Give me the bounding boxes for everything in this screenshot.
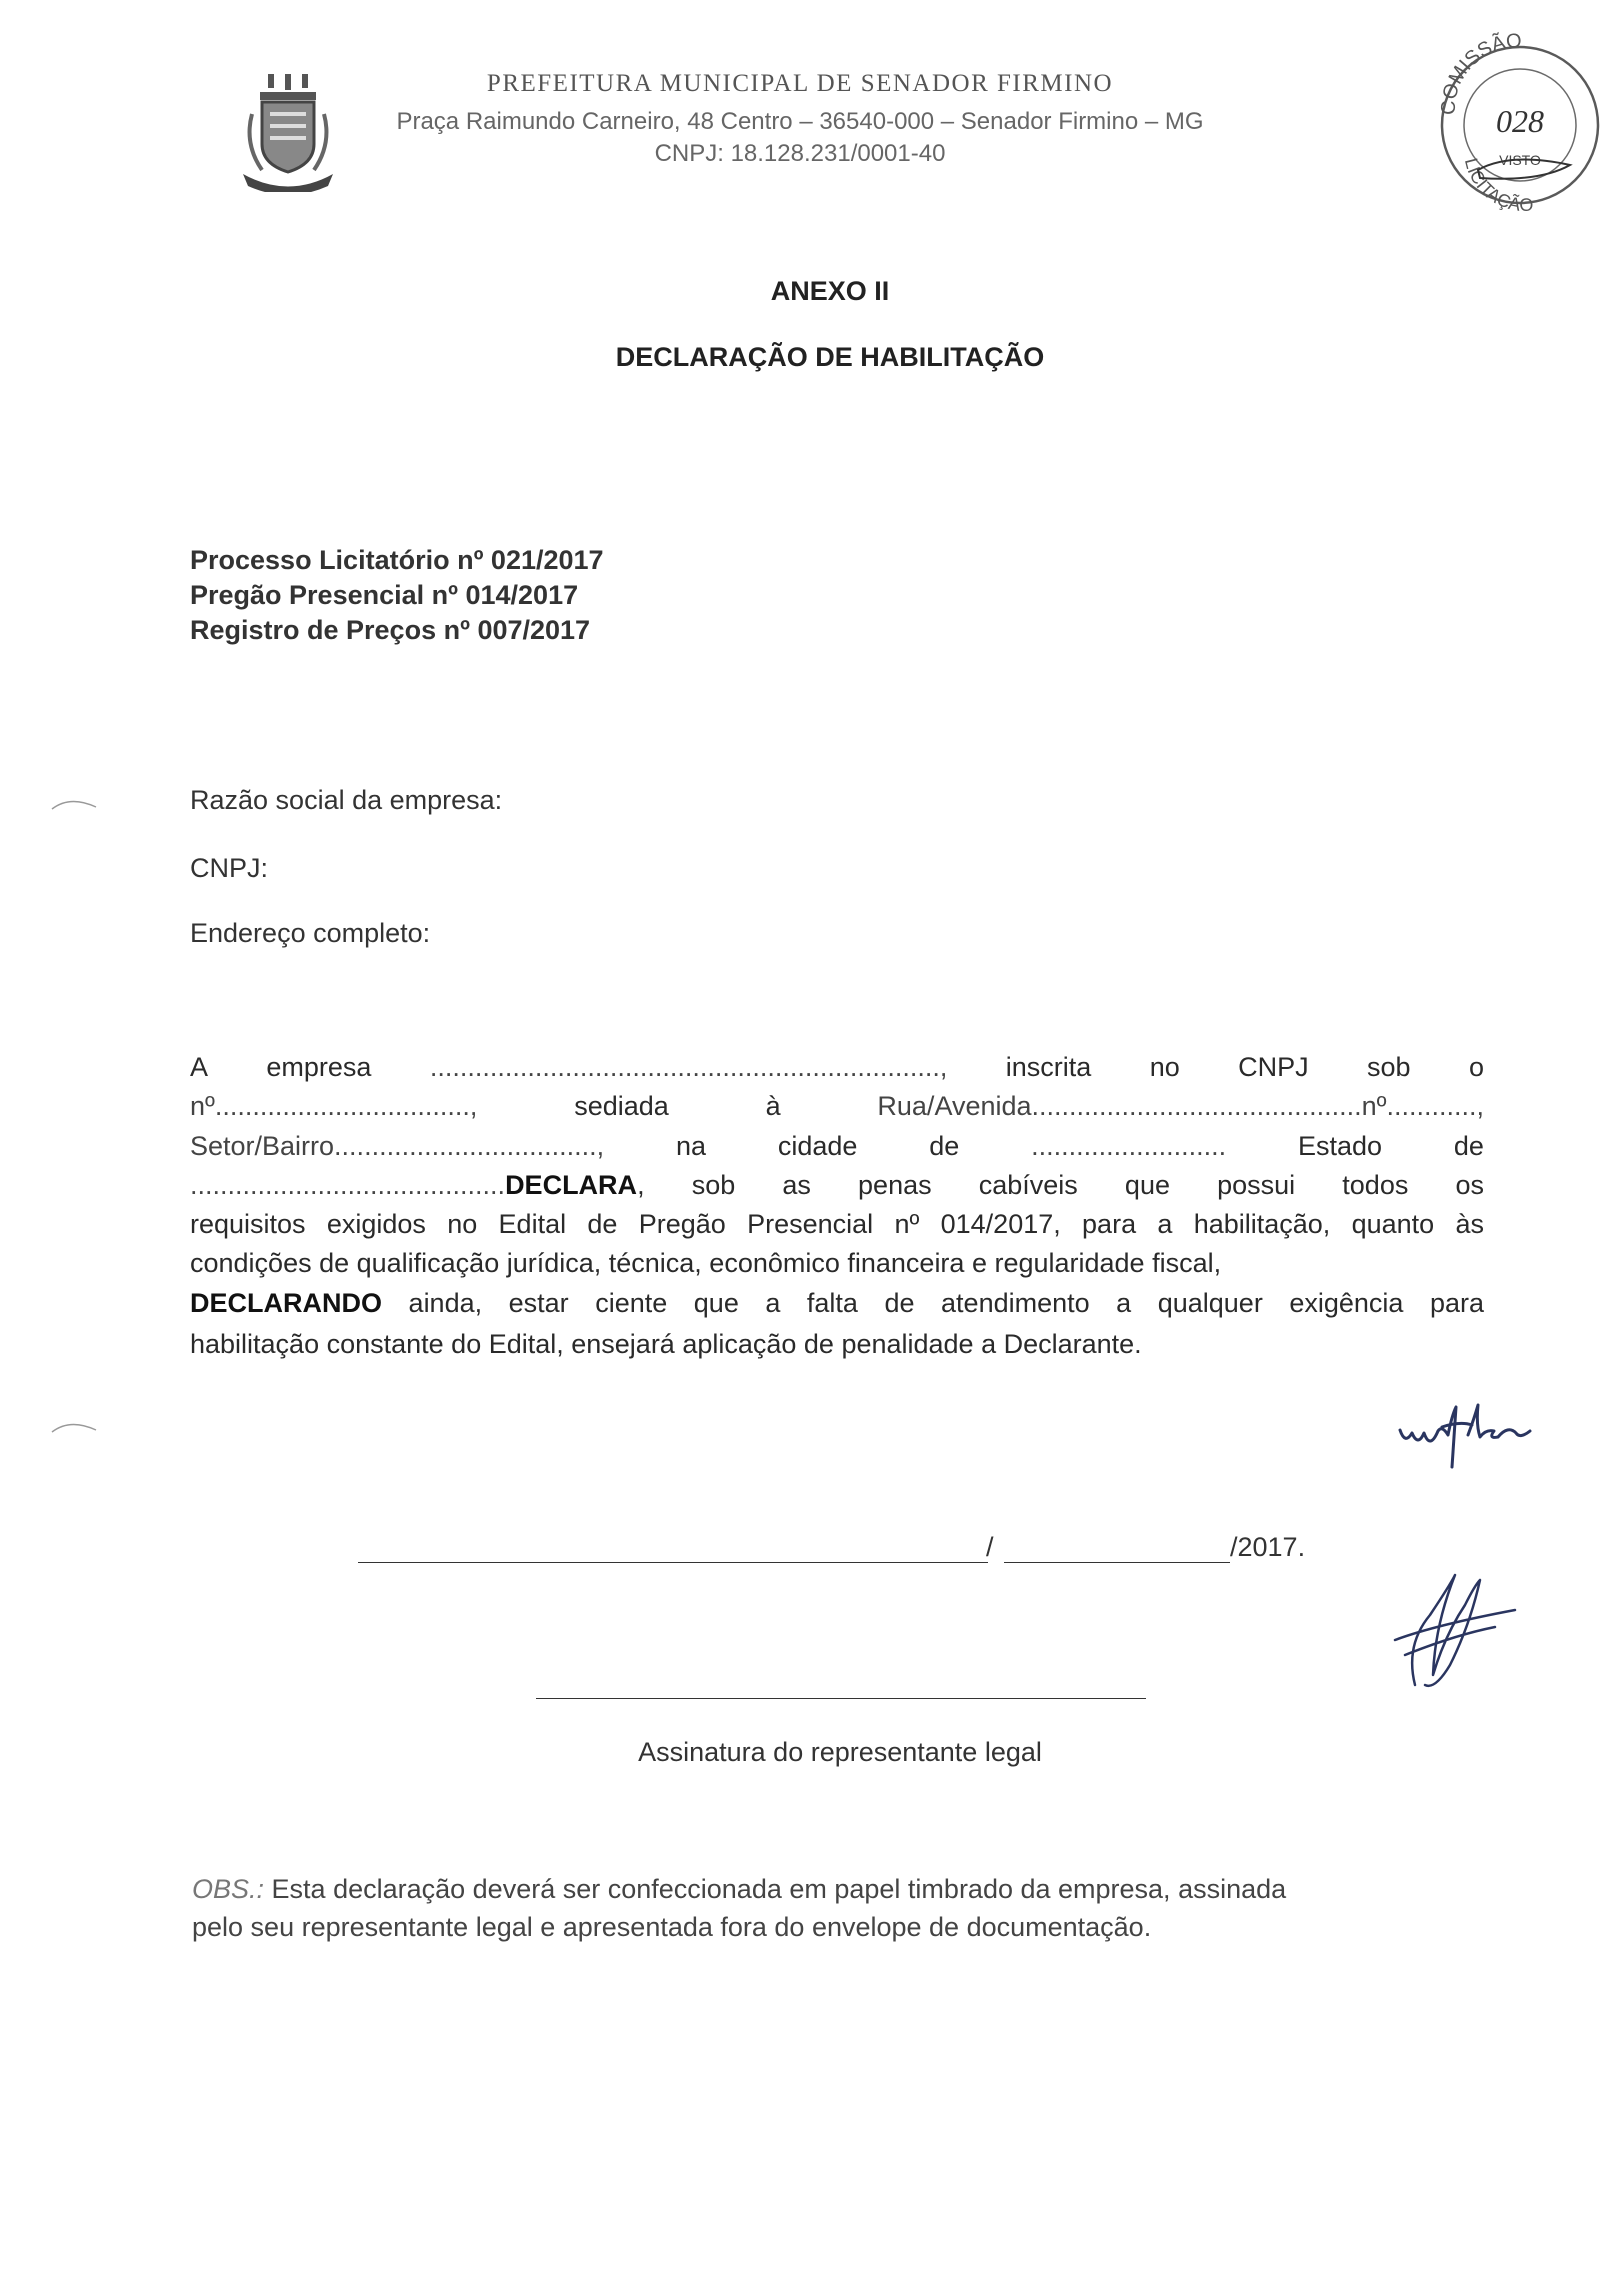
margin-mark bbox=[50, 795, 100, 815]
obs-line-2: pelo seu representante legal e apresentada fora do envelope de documentação. bbox=[192, 1912, 1152, 1942]
header-institution: PREFEITURA MUNICIPAL DE SENADOR FIRMINO bbox=[486, 70, 1114, 97]
word: empresa bbox=[266, 1052, 372, 1082]
signature-label: Assinatura do representante legal bbox=[638, 1737, 1042, 1767]
text: ainda, estar ciente que a falta de atendimento a qualquer exigência para bbox=[408, 1288, 1484, 1318]
obs-text: Esta declaração deverá ser confeccionada em papel timbrado da empresa, assinada bbox=[271, 1874, 1287, 1904]
word: de bbox=[929, 1131, 960, 1161]
process-number: Processo Licitatório nº 021/2017 bbox=[190, 545, 604, 575]
word: cabíveis bbox=[978, 1170, 1078, 1200]
date-blank-place bbox=[358, 1562, 988, 1563]
blank-cnpj: nº.................................., bbox=[190, 1091, 478, 1121]
word: todos bbox=[1342, 1170, 1409, 1200]
blank-state: .......................................... bbox=[190, 1170, 506, 1200]
field-razao-social: Razão social da empresa: bbox=[190, 785, 503, 815]
commission-stamp bbox=[1420, 20, 1600, 220]
blank-city: .......................... bbox=[1031, 1131, 1227, 1161]
registro-number: Registro de Preços nº 007/2017 bbox=[190, 615, 591, 645]
declaration-title: DECLARAÇÃO DE HABILITAÇÃO bbox=[615, 342, 1045, 372]
signature-line bbox=[536, 1698, 1146, 1699]
word: CNPJ bbox=[1238, 1052, 1309, 1082]
word: na bbox=[675, 1131, 706, 1161]
svg-text:LICITAÇÃO: LICITAÇÃO bbox=[1460, 156, 1534, 215]
word: sob bbox=[691, 1170, 736, 1200]
word: Estado bbox=[1297, 1131, 1383, 1161]
declara-keyword: DECLARA bbox=[505, 1170, 638, 1200]
svg-text:COMISSÃO: COMISSÃO bbox=[1437, 30, 1523, 116]
margin-mark bbox=[50, 1418, 100, 1438]
blank-district: Setor/Bairro..................................., bbox=[190, 1131, 605, 1161]
date-year: /2017. bbox=[1230, 1532, 1306, 1562]
body-line-2 bbox=[190, 1091, 1484, 1129]
obs-line-1 bbox=[192, 1874, 1286, 1905]
field-cnpj: CNPJ: bbox=[190, 853, 269, 883]
body-line-1 bbox=[190, 1052, 1484, 1090]
svg-text:028: 028 bbox=[1496, 103, 1544, 139]
body-line-8 bbox=[190, 1329, 1484, 1367]
svg-text:VISTO: VISTO bbox=[1499, 152, 1541, 168]
blank-company: ...................................................................., bbox=[429, 1052, 948, 1082]
word: A bbox=[190, 1052, 209, 1082]
date-blank-day bbox=[1004, 1562, 1230, 1563]
word: inscrita bbox=[1005, 1052, 1092, 1082]
body-line-7 bbox=[190, 1288, 1484, 1326]
word: que bbox=[1124, 1170, 1170, 1200]
word: sob bbox=[1367, 1052, 1411, 1082]
word: os bbox=[1455, 1170, 1484, 1200]
annex-title: ANEXO II bbox=[770, 276, 890, 306]
word: cidade bbox=[777, 1131, 858, 1161]
word: penas bbox=[858, 1170, 932, 1200]
declarando-keyword: DECLARANDO bbox=[190, 1288, 382, 1318]
word: o bbox=[1468, 1052, 1484, 1082]
body-line-6 bbox=[190, 1248, 1484, 1286]
field-endereco: Endereço completo: bbox=[190, 918, 431, 948]
text: condições de qualificação jurídica, técnica, econômico financeira e regularidade fiscal, bbox=[190, 1248, 1222, 1278]
handwritten-signature bbox=[1375, 1565, 1520, 1700]
text: requisitos exigidos no Edital de Pregão Presencial nº 014/2017, para a habilitação, quanto às bbox=[190, 1209, 1484, 1239]
word: as bbox=[782, 1170, 811, 1200]
word: no bbox=[1149, 1052, 1180, 1082]
date-separator: / bbox=[986, 1532, 994, 1562]
obs-prefix: OBS.: bbox=[192, 1874, 265, 1904]
body-line-5 bbox=[190, 1209, 1484, 1247]
word: possui bbox=[1217, 1170, 1296, 1200]
word: de bbox=[1453, 1131, 1484, 1161]
pregao-number: Pregão Presencial nº 014/2017 bbox=[190, 580, 579, 610]
header-cnpj: CNPJ: 18.128.231/0001-40 bbox=[654, 140, 946, 167]
word: à bbox=[765, 1091, 781, 1121]
header-address: Praça Raimundo Carneiro, 48 Centro – 36540-000 – Senador Firmino – MG bbox=[396, 108, 1204, 135]
word: sediada bbox=[574, 1091, 669, 1121]
handwritten-rubric bbox=[1390, 1395, 1570, 1475]
body-line-3 bbox=[190, 1131, 1484, 1169]
text: habilitação constante do Edital, ensejará aplicação de penalidade a Declarante. bbox=[190, 1329, 1142, 1359]
blank-street: Rua/Avenida............................................nº............, bbox=[877, 1091, 1484, 1121]
body-line-4: ..........................................DECLARA, sob as penas cabíveis que possui todos os bbox=[190, 1170, 1484, 1200]
